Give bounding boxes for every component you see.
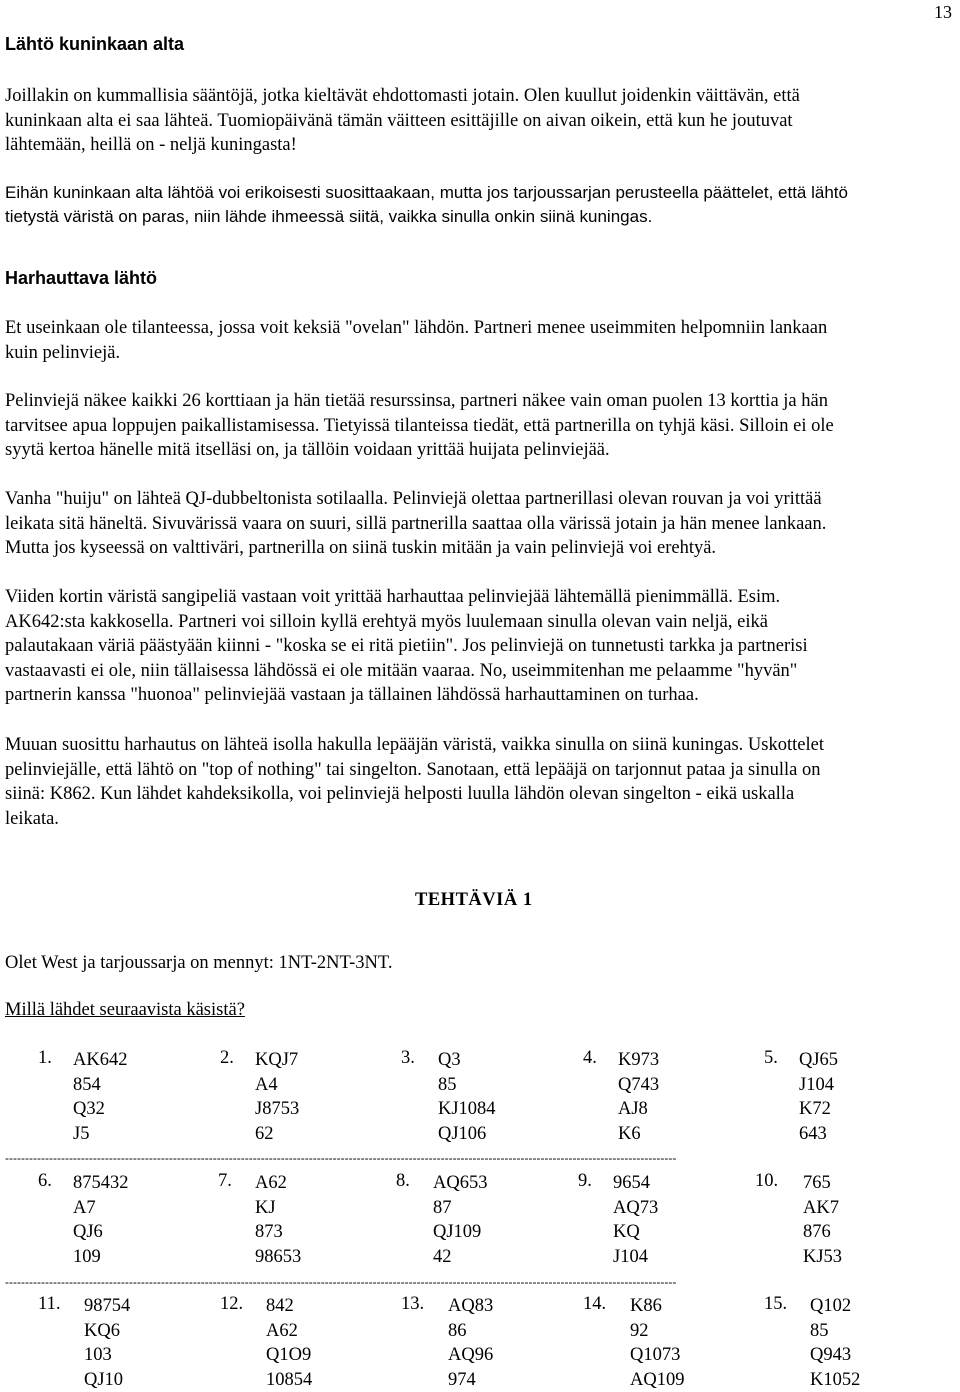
text-line: Pelinviejä näkee kaikki 26 korttiaan ja hän tietää resurssinsa, partneri näkee vain oman puolen 13 korttia ja hän: [5, 389, 955, 414]
hand-number: 1.: [38, 1048, 52, 1069]
suit-holding: QJ109: [433, 1220, 487, 1245]
exercise-question: Millä lähdet seuraavista käsistä?: [5, 1000, 245, 1021]
suit-holding: KQ6: [84, 1319, 130, 1344]
hand-cards: [266, 1294, 312, 1392]
text-line: palautakaan väriä päästyään kiinni - "koska se ei ritä pietiin". Jos pelinviejä on tunnetusti tarkka ja partnerisi: [5, 634, 955, 659]
suit-holding: KQ: [613, 1220, 658, 1245]
text-line: leikata.: [5, 807, 955, 832]
text-line: kuin pelinviejä.: [5, 341, 955, 366]
suit-holding: KJ1084: [438, 1097, 496, 1122]
paragraph-deceptive-intro: [5, 316, 955, 365]
suit-holding: AJ8: [618, 1097, 659, 1122]
suit-holding: QJ10: [84, 1368, 130, 1392]
suit-holding: Q1073: [630, 1343, 684, 1368]
suit-holding: QJ106: [438, 1122, 496, 1147]
text-line: partnerin kanssa "huonoa" pelinviejää vastaan ja tällainen lähdössä harhauttaminen on turhaa.: [5, 683, 955, 708]
suit-holding: QJ6: [73, 1220, 129, 1245]
suit-holding: 10854: [266, 1368, 312, 1392]
paragraph-declarer-view: [5, 389, 955, 463]
suit-holding: QJ65: [799, 1048, 838, 1073]
suit-holding: Q102: [810, 1294, 860, 1319]
text-line: tarvitsee apua loppujen paikallistamisessa. Tietyissä tilanteissa tiedät, että partnerilla on tyhjä käsi. Silloin ei ole: [5, 414, 955, 439]
hand-cards: [438, 1048, 496, 1146]
hand-number: 12.: [220, 1294, 243, 1315]
suit-holding: 87: [433, 1196, 487, 1221]
suit-holding: 854: [73, 1073, 127, 1098]
hand-cards: [630, 1294, 684, 1392]
text-line: Et useinkaan ole tilanteessa, jossa voit keksiä "ovelan" lähdön. Partneri menee useimmiten helpomniin lankaan: [5, 316, 955, 341]
hand-number: 15.: [764, 1294, 787, 1315]
suit-holding: A7: [73, 1196, 129, 1221]
suit-holding: K1052: [810, 1368, 860, 1392]
suit-holding: K86: [630, 1294, 684, 1319]
paragraph-dummy-suit: [5, 733, 955, 831]
text-line: lähtemään, heillä on - neljä kuningasta!: [5, 133, 955, 158]
text-line: syytä kertoa hänelle mitä itselläsi on, ja tällöin voidaan yrittää huijata pelinviejää.: [5, 438, 955, 463]
suit-holding: Q1O9: [266, 1343, 312, 1368]
hand-number: 3.: [401, 1048, 415, 1069]
suit-holding: 92: [630, 1319, 684, 1344]
hand-number: 9.: [578, 1171, 592, 1192]
suit-holding: AK642: [73, 1048, 127, 1073]
section-heading-king-lead: Lähtö kuninkaan alta: [5, 34, 184, 55]
suit-holding: KJ: [255, 1196, 301, 1221]
hand-number: 5.: [764, 1048, 778, 1069]
text-line: siinä: K862. Kun lähdet kahdeksikolla, voi pelinviejä helposti luulla lähdön olevan singelton - eikä uskalla: [5, 782, 955, 807]
hand-number: 11.: [38, 1294, 60, 1315]
hand-cards: [810, 1294, 860, 1392]
suit-holding: KQJ7: [255, 1048, 299, 1073]
section-heading-deceptive-lead: Harhauttava lähtö: [5, 268, 157, 289]
text-line: kuninkaan alta ei saa lähteä. Tuomiopäivänä tämän väitteen esittäjille on aivan oikein, että kun he joutuvat: [5, 109, 955, 134]
page-number: 13: [934, 2, 952, 23]
text-line: AK642:sta kakkosella. Partneri voi silloin kyllä erehtyä myös luulemaan sinulla olevan vain neljä, eikä: [5, 610, 955, 635]
hand-cards: [613, 1171, 658, 1269]
suit-holding: AQ96: [448, 1343, 493, 1368]
hand-cards: [448, 1294, 493, 1392]
hand-cards: [799, 1048, 838, 1146]
suit-holding: 42: [433, 1245, 487, 1270]
suit-holding: J5: [73, 1122, 127, 1147]
hand-cards: [255, 1048, 299, 1146]
suit-holding: 98653: [255, 1245, 301, 1270]
suit-holding: Q743: [618, 1073, 659, 1098]
hand-number: 4.: [583, 1048, 597, 1069]
suit-holding: 9654: [613, 1171, 658, 1196]
suit-holding: AQ73: [613, 1196, 658, 1221]
hand-number: 2.: [220, 1048, 234, 1069]
suit-holding: J104: [799, 1073, 838, 1098]
suit-holding: J8753: [255, 1097, 299, 1122]
suit-holding: Q32: [73, 1097, 127, 1122]
suit-holding: 842: [266, 1294, 312, 1319]
suit-holding: 873: [255, 1220, 301, 1245]
suit-holding: 974: [448, 1368, 493, 1392]
text-line: vastaavasti ei ole, niin tällaisessa lähdössä ei ole mitään vaaraa. No, useimmitenhan me pelaamme "hyvän": [5, 659, 955, 684]
text-line: Muuan suosittu harhautus on lähteä isolla hakulla lepääjän väristä, vaikka sinulla on siinä kuningas. Uskottelet: [5, 733, 955, 758]
hand-cards: [84, 1294, 130, 1392]
hand-cards: [73, 1171, 129, 1269]
hand-number: 13.: [401, 1294, 424, 1315]
text-line: Mutta jos kyseessä on valttiväri, partnerilla on siinä tuskin mitään ja vain pelinviejä voi erehtyä.: [5, 536, 955, 561]
suit-holding: 98754: [84, 1294, 130, 1319]
suit-holding: 85: [438, 1073, 496, 1098]
hand-number: 6.: [38, 1171, 52, 1192]
text-line: Joillakin on kummallisia sääntöjä, jotka kieltävät ehdottomasti jotain. Olen kuullut joidenkin väittävän, että: [5, 84, 955, 109]
hand-cards: [73, 1048, 127, 1146]
exercise-intro: Olet West ja tarjoussarja on mennyt: 1NT-2NT-3NT.: [5, 953, 392, 974]
text-line: tietystä väristä on paras, niin lähde ihmeessä siitä, vaikka sinulla onkin siinä kuningas.: [5, 205, 955, 229]
suit-holding: 85: [810, 1319, 860, 1344]
suit-holding: A4: [255, 1073, 299, 1098]
suit-holding: A62: [266, 1319, 312, 1344]
suit-holding: AQ83: [448, 1294, 493, 1319]
suit-holding: A62: [255, 1171, 301, 1196]
paragraph-king-lead-rules: [5, 84, 955, 158]
suit-holding: 86: [448, 1319, 493, 1344]
suit-holding: 765: [803, 1171, 842, 1196]
suit-holding: 643: [799, 1122, 838, 1147]
suit-holding: 875432: [73, 1171, 129, 1196]
exercise-title: TEHTÄVIÄ 1: [415, 890, 533, 911]
text-line: Vanha "huiju" on lähteä QJ-dubbeltonista sotilaalla. Pelinviejä olettaa partnerillasi olevan rouvan ja voi yrittää: [5, 487, 955, 512]
suit-holding: 103: [84, 1343, 130, 1368]
suit-holding: AK7: [803, 1196, 842, 1221]
hand-number: 8.: [396, 1171, 410, 1192]
suit-holding: AQ109: [630, 1368, 684, 1392]
paragraph-qj-doubleton: [5, 487, 955, 561]
suit-holding: K973: [618, 1048, 659, 1073]
hand-number: 7.: [218, 1171, 232, 1192]
suit-holding: J104: [613, 1245, 658, 1270]
text-line: Viiden kortin väristä sangipeliä vastaan voit yrittää harhauttaa pelinviejää lähtemällä pienimmällä. Esim.: [5, 585, 955, 610]
hand-cards: [618, 1048, 659, 1146]
separator-line: ------------------------------------------------------------------------------------------------------------------------------------------------------------------------: [5, 1151, 955, 1165]
hand-number: 10.: [755, 1171, 778, 1192]
paragraph-king-lead-advice: [5, 181, 955, 228]
separator-line: ------------------------------------------------------------------------------------------------------------------------------------------------------------------------: [5, 1275, 955, 1289]
hand-cards: [803, 1171, 842, 1269]
suit-holding: Q943: [810, 1343, 860, 1368]
hand-cards: [433, 1171, 487, 1269]
suit-holding: Q3: [438, 1048, 496, 1073]
suit-holding: 62: [255, 1122, 299, 1147]
suit-holding: KJ53: [803, 1245, 842, 1270]
suit-holding: 109: [73, 1245, 129, 1270]
suit-holding: K72: [799, 1097, 838, 1122]
text-line: pelinviejälle, että lähtö on "top of nothing" tai singelton. Sanotaan, että lepääjä on tarjonnut pataa ja sinulla on: [5, 758, 955, 783]
hand-number: 14.: [583, 1294, 606, 1315]
hand-cards: [255, 1171, 301, 1269]
text-line: Eihän kuninkaan alta lähtöä voi erikoisesti suosittaakaan, mutta jos tarjoussarjan perusteella päättelet, että lähtö: [5, 181, 955, 205]
text-line: leikata sitä häneltä. Sivuvärissä vaara on suuri, sillä partnerilla saattaa olla värissä jotain ja hän menee lankaan.: [5, 512, 955, 537]
suit-holding: AQ653: [433, 1171, 487, 1196]
suit-holding: 876: [803, 1220, 842, 1245]
suit-holding: K6: [618, 1122, 659, 1147]
paragraph-five-card-suit: [5, 585, 955, 708]
